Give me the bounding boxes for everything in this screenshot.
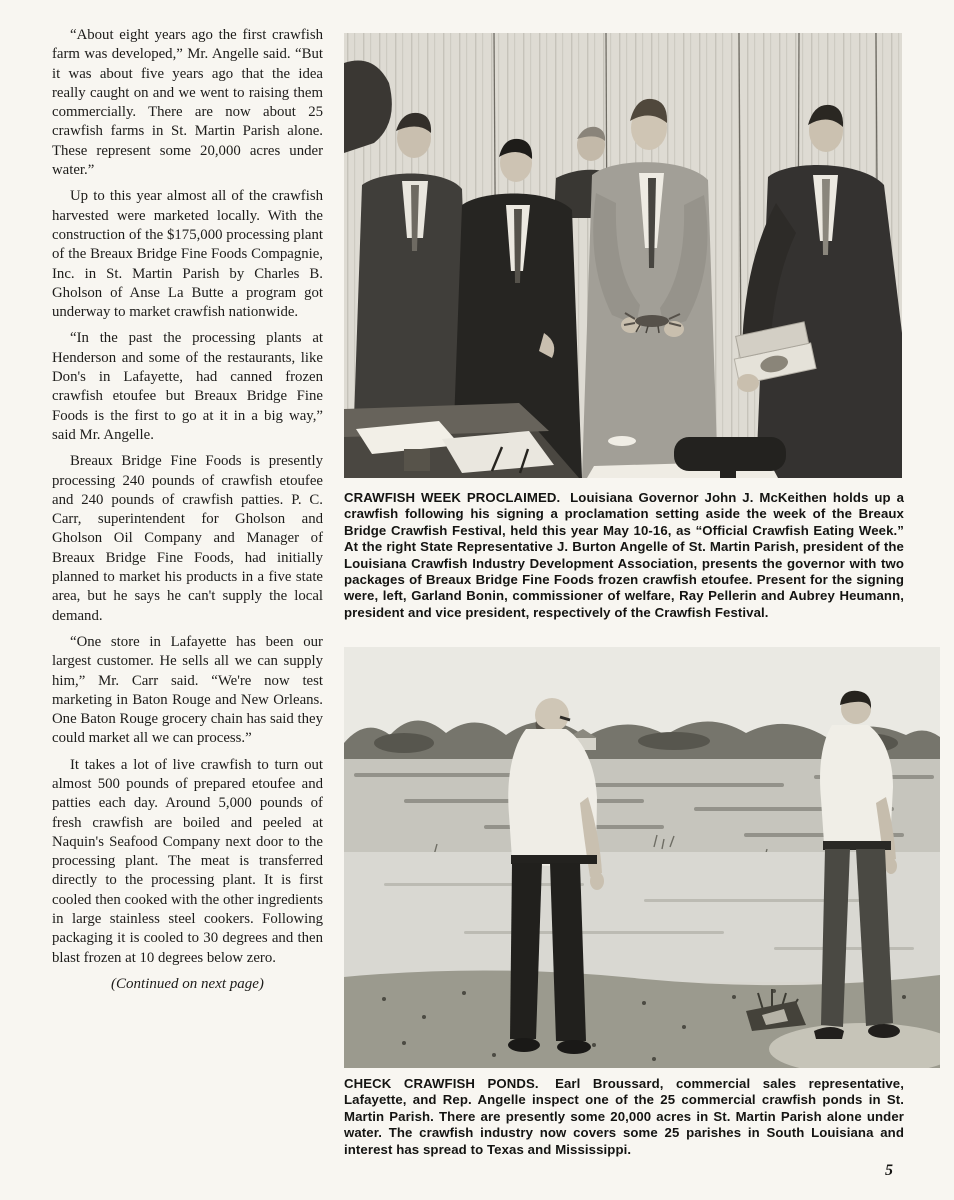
article-paragraph-5: “One store in Lafayette has been our largest customer. He sells all we can supply him,” Mr. Carr said. “We're now test marketing in Baton Rouge and New Orleans. One Baton Rouge grocery chain has said they could market all we can process.”	[52, 633, 323, 747]
page-number: 5	[885, 1162, 893, 1179]
article-paragraph-6: It takes a lot of live crawfish to turn out almost 500 pounds of prepared etoufee and patties each day. Around 5,000 pounds of fresh crawfish are boiled and peeled at Naquin's Seafood Company next door to the processing plant. The meat is transferred directly to the processing plant. It is first cooled then cooked with the other ingredients in large stainless steel cookers. Following packaging it is cooled to 30 degrees and then blast frozen at 10 degrees below zero.	[52, 756, 323, 966]
check-ponds-caption	[344, 1076, 904, 1158]
crawfish-week-photo	[344, 33, 902, 478]
crawfish-week-caption	[344, 490, 904, 621]
office-scene-illustration	[344, 33, 902, 478]
pond-water	[344, 852, 940, 982]
caption-title: CRAWFISH WEEK PROCLAIMED.	[344, 490, 561, 505]
pond-scene-illustration	[344, 647, 940, 1068]
caption-title: CHECK CRAWFISH PONDS.	[344, 1076, 539, 1091]
article-column	[52, 26, 323, 1001]
article-paragraph-4: Breaux Bridge Fine Foods is presently processing 240 pounds of crawfish etoufee and 240 pounds of crawfish patties. P. C. Carr, superintendent for Gholson and Gholson Oil Company and Manager of Breaux Bridge Fine Foods, had initially planned to market his products in a five state area, but he says he can't supply the local demand.	[52, 453, 323, 624]
continued-note: (Continued on next page)	[111, 975, 264, 992]
article-paragraph-1: “About eight years ago the first crawfish farm was developed,” Mr. Angelle said. “But it was about five years ago that the idea really caught on and we went to raising them commercially. There are now about 25 crawfish farms in St. Martin Parish alone. These represent some 20,000 acres under water.”	[52, 27, 323, 179]
article-paragraph-2: Up to this year almost all of the crawfish harvested were marketed locally. With the construction of the $175,000 processing plant of the Breaux Bridge Fine Foods Compagnie, Inc. in St. Martin Parish by Charles B. Gholson of Anse La Butte a program got underway to market crawfish nationwide.	[52, 188, 323, 321]
check-ponds-photo	[344, 647, 940, 1068]
article-paragraph-3: “In the past the processing plants at Henderson and some of the restaurants, like Don's in Lafayette, had canned frozen crawfish etoufee but Breaux Bridge Fine Foods is the first to go at it in a big way,” said Mr. Angelle.	[52, 330, 323, 443]
caption-body: Louisiana Governor John J. McKeithen holds up a crawfish following his signing a proclamation setting aside the week of the Breaux Bridge Crawfish Festival, held this year May 10-16, as “Official Crawfish Eating Week.” At the right State Representative J. Burton Angelle of St. Martin Parish, president of the Louisiana Crawfish Industry Development Association, presents the governor with two packages of Breaux Bridge Fine Foods frozen crawfish etoufee. Present for the signing were, left, Garland Bonin, commissioner of welfare, Ray Pellerin and Aubrey Heumann, president and vice president, respectively of the Crawfish Festival.	[344, 490, 905, 620]
caption-body: Earl Broussard, commercial sales representative, Lafayette, and Rep. Angelle inspect one of the 25 commercial crawfish ponds in St. Martin Parish. There are presently some 20,000 acres in St. Martin Parish alone under water. The crawfish industry now covers some 25 parishes in South Louisiana and interest has spread to Texas and Mississippi.	[344, 1076, 904, 1157]
